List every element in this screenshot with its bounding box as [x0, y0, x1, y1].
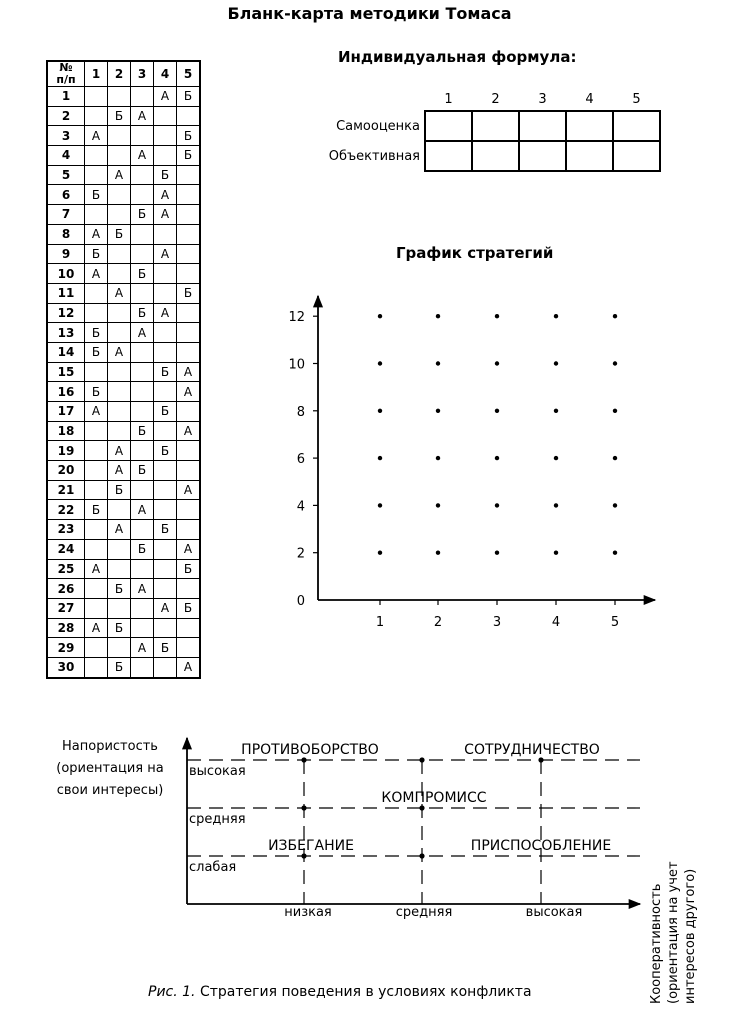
column-header: 4 [154, 61, 177, 87]
answer-cell: Б [108, 657, 131, 677]
grid-dot [436, 456, 440, 460]
answer-cell: Б [177, 598, 201, 618]
answer-cell: Б [108, 579, 131, 599]
grid-dot [495, 361, 499, 365]
grid-dot [554, 409, 558, 413]
level-high-label: высокая [189, 764, 246, 779]
answer-cell: Б [131, 539, 154, 559]
row-number: 27 [47, 598, 85, 618]
row-number: 30 [47, 657, 85, 677]
answer-cell: А [154, 598, 177, 618]
formula-col-header: 5 [632, 91, 641, 107]
answer-cell: Б [177, 87, 201, 107]
answer-cell: А [131, 638, 154, 658]
row-number: 10 [47, 264, 85, 284]
y-tick-label: 2 [296, 546, 305, 562]
answer-cell: А [131, 146, 154, 166]
answer-cell: Б [85, 244, 108, 264]
answer-cell: Б [85, 185, 108, 205]
strategy-accommodation: ПРИСПОСОБЛЕНИЕ [470, 838, 612, 854]
answer-cell: А [154, 244, 177, 264]
grid-dot [495, 456, 499, 460]
column-header: 3 [131, 61, 154, 87]
formula-row-label: Самооценка [336, 118, 420, 134]
grid-dot [419, 757, 424, 762]
number-abbrev: п/п [56, 73, 76, 86]
answer-cell: А [177, 421, 201, 441]
answer-cell: А [154, 303, 177, 323]
row-number: 1 [47, 87, 85, 107]
answer-cell: Б [85, 382, 108, 402]
caption-prefix: Рис. 1. [148, 984, 196, 1000]
row-number: 24 [47, 539, 85, 559]
strategy-ticks [288, 310, 619, 630]
grid-dot [495, 503, 499, 507]
grid-dot [436, 409, 440, 413]
grid-dot [436, 503, 440, 507]
row-number: 13 [47, 323, 85, 343]
cooperativeness-label-line2: (ориентация на учет [666, 861, 681, 1004]
answer-cell: А [108, 520, 131, 540]
figure-caption [148, 984, 532, 1000]
level-low-label: слабая [189, 860, 237, 875]
grid-dot [378, 361, 382, 365]
number-sign: № [59, 61, 73, 74]
grid-dot [378, 551, 382, 555]
answer-cell: Б [85, 323, 108, 343]
grid-dot [554, 314, 558, 318]
grid-dot [301, 805, 306, 810]
grid-dot [301, 757, 306, 762]
answer-cell: А [177, 657, 201, 677]
grid-dot [495, 314, 499, 318]
answer-cell: А [108, 165, 131, 185]
grid-dot [419, 853, 424, 858]
answer-cell: Б [85, 342, 108, 362]
answer-cell: А [131, 106, 154, 126]
row-number: 6 [47, 185, 85, 205]
grid-dot [554, 361, 558, 365]
grid-dot [378, 314, 382, 318]
grid-dot [436, 314, 440, 318]
formula-col-header: 4 [585, 91, 594, 107]
x-tick-label: 3 [492, 615, 502, 630]
grid-dot [436, 361, 440, 365]
column-header: 2 [108, 61, 131, 87]
row-number: 14 [47, 342, 85, 362]
row-number: 12 [47, 303, 85, 323]
grid-dot [419, 805, 424, 810]
column-header: 1 [85, 61, 108, 87]
answer-cell: А [177, 539, 201, 559]
answer-cell: А [131, 579, 154, 599]
formula-col-header: 1 [444, 91, 453, 107]
assertiveness-label-line2: (ориентация на [56, 761, 164, 776]
answer-cell: Б [154, 520, 177, 540]
answer-cell: А [154, 87, 177, 107]
answer-cell: А [154, 185, 177, 205]
answer-cell: Б [108, 618, 131, 638]
answer-cell: Б [131, 461, 154, 481]
grid-dot [378, 503, 382, 507]
x-tick-label: 5 [610, 615, 620, 630]
formula-col-header: 2 [491, 91, 500, 107]
row-number: 4 [47, 146, 85, 166]
y-tick-label: 10 [288, 357, 305, 373]
answer-cell: А [85, 224, 108, 244]
answer-cell: А [131, 323, 154, 343]
strategy-compromise: КОМПРОМИСС [381, 790, 487, 806]
row-number: 28 [47, 618, 85, 638]
row-number: 17 [47, 402, 85, 422]
strategy-cooperation: СОТРУДНИЧЕСТВО [464, 742, 600, 758]
coop-mid-label: средняя [395, 905, 453, 920]
answer-cell: Б [154, 638, 177, 658]
y-tick-label: 12 [288, 310, 305, 326]
x-tick-label: 1 [375, 615, 385, 630]
answer-cell: Б [131, 303, 154, 323]
grid-dot [538, 757, 543, 762]
conflict-grid [187, 760, 640, 904]
answer-cell: Б [177, 283, 201, 303]
y-tick-label: 4 [296, 499, 305, 515]
grid-dot [495, 409, 499, 413]
answer-cell: А [177, 382, 201, 402]
level-mid-label: средняя [189, 812, 246, 827]
row-number: 18 [47, 421, 85, 441]
grid-dot [613, 314, 617, 318]
answer-cell: А [85, 559, 108, 579]
answer-cell: Б [108, 480, 131, 500]
answer-cell: Б [131, 421, 154, 441]
page-title: Бланк-карта методики Томаса [227, 4, 512, 23]
grid-dot [378, 456, 382, 460]
y-tick-label: 8 [296, 404, 305, 420]
x-tick-label: 2 [433, 615, 443, 630]
answer-cell: Б [177, 126, 201, 146]
answer-cell: А [85, 126, 108, 146]
answer-cell: Б [85, 500, 108, 520]
assertiveness-label-line3: свои интересы) [56, 783, 164, 798]
y-tick-label: 0 [296, 594, 305, 609]
row-number: 19 [47, 441, 85, 461]
grid-dot [378, 409, 382, 413]
grid-dot [554, 456, 558, 460]
row-number: 8 [47, 224, 85, 244]
answer-cell: А [154, 205, 177, 225]
grid-dot [301, 853, 306, 858]
answer-cell: Б [177, 146, 201, 166]
row-number: 16 [47, 382, 85, 402]
grid-dot [613, 551, 617, 555]
row-number: 22 [47, 500, 85, 520]
answer-cell: Б [154, 402, 177, 422]
formula-row-label: Объективная [328, 148, 420, 164]
row-number: 7 [47, 205, 85, 225]
grid-dot [613, 361, 617, 365]
grid-dot [613, 456, 617, 460]
answer-cell: А [108, 461, 131, 481]
row-number: 2 [47, 106, 85, 126]
answer-cell: Б [131, 264, 154, 284]
grid-dot [554, 551, 558, 555]
x-tick-label: 4 [551, 615, 561, 630]
grid-dot [554, 503, 558, 507]
answer-cell: А [108, 283, 131, 303]
row-number: 23 [47, 520, 85, 540]
answer-cell: Б [108, 224, 131, 244]
answer-cell: Б [154, 362, 177, 382]
answer-cell: Б [177, 559, 201, 579]
answer-cell: А [85, 264, 108, 284]
strategy-avoidance: ИЗБЕГАНИЕ [268, 838, 354, 854]
row-number: 3 [47, 126, 85, 146]
assertiveness-label-line1: Напористость [62, 739, 158, 754]
y-tick-label: 6 [296, 452, 305, 468]
coop-high-label: высокая [525, 905, 583, 920]
cooperativeness-label [649, 861, 698, 1004]
row-number: 26 [47, 579, 85, 599]
grid-dot [495, 551, 499, 555]
strategy-rivalry: ПРОТИВОБОРСТВО [241, 742, 379, 758]
grid-dot [613, 409, 617, 413]
answer-cell: Б [131, 205, 154, 225]
answer-cell: А [85, 618, 108, 638]
row-number: 5 [47, 165, 85, 185]
cooperativeness-label-line1: Кооперативность [649, 883, 664, 1004]
row-number: 25 [47, 559, 85, 579]
strategy-grid-dots [378, 314, 617, 555]
formula-title: Индивидуальная формула: [338, 48, 577, 66]
answer-cell: А [108, 342, 131, 362]
row-number: 9 [47, 244, 85, 264]
caption-text: Стратегия поведения в условиях конфликта [195, 984, 532, 1000]
answer-cell: А [85, 402, 108, 422]
row-number: 21 [47, 480, 85, 500]
cooperativeness-label-line3: интересов другого) [683, 868, 698, 1004]
answer-cell: Б [154, 441, 177, 461]
answer-cell: Б [154, 165, 177, 185]
row-number: 20 [47, 461, 85, 481]
row-number: 11 [47, 283, 85, 303]
answer-cell: А [108, 441, 131, 461]
answer-cell: А [131, 500, 154, 520]
row-number: 29 [47, 638, 85, 658]
column-header: 5 [177, 61, 201, 87]
row-number: 15 [47, 362, 85, 382]
coop-low-label: низкая [284, 905, 332, 920]
answer-cell: А [177, 480, 201, 500]
strategy-graph-title: График стратегий [396, 244, 554, 262]
grid-dot [613, 503, 617, 507]
answer-cell: А [177, 362, 201, 382]
answer-cell: Б [108, 106, 131, 126]
grid-dot [436, 551, 440, 555]
formula-col-header: 3 [538, 91, 547, 107]
